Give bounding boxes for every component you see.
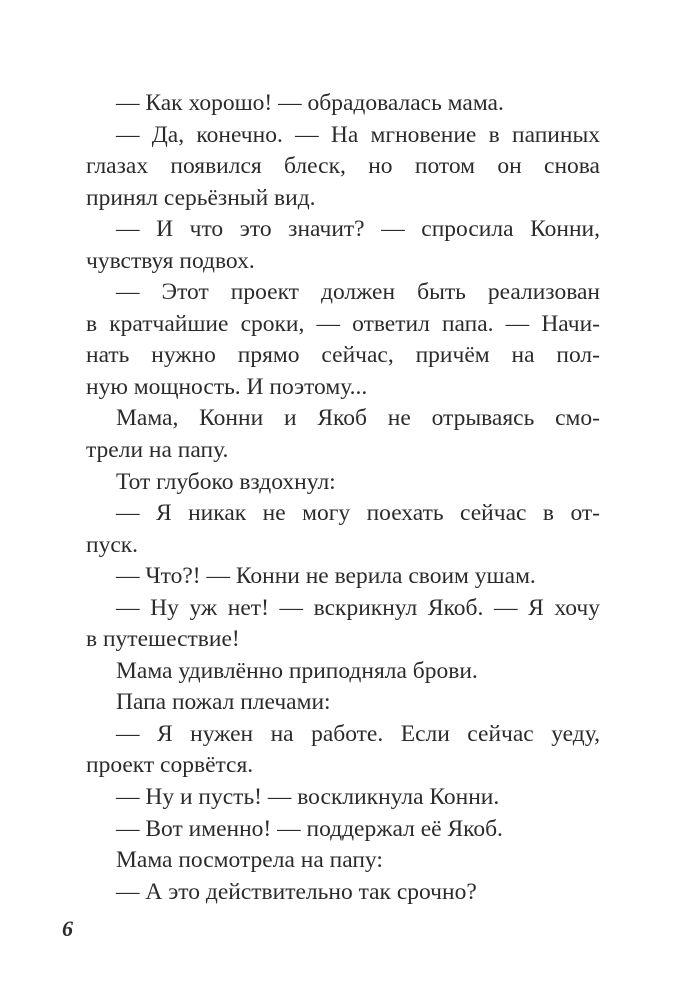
text-line: — А это действительно так срочно? bbox=[116, 878, 477, 905]
text-line: в путешествие! bbox=[86, 626, 240, 653]
page-number: 6 bbox=[62, 916, 73, 941]
text-line: Мама, Конни и Якоб не отрываясь смо- bbox=[116, 405, 600, 432]
text-line: проект сорвётся. bbox=[86, 752, 254, 779]
text-line: чувствуя подвох. bbox=[86, 247, 255, 274]
body-text bbox=[86, 88, 600, 908]
text-line: принял серьёзный вид. bbox=[86, 184, 316, 211]
text-line: Мама удивлённо приподняла брови. bbox=[116, 657, 478, 684]
text-line: Мама посмотрела на папу: bbox=[116, 847, 383, 874]
text-line: — Этот проект должен быть реализован bbox=[116, 279, 600, 306]
text-line: — Что?! — Конни не верила своим ушам. bbox=[116, 563, 536, 590]
text-line: ную мощность. И поэтому... bbox=[86, 373, 368, 400]
text-line: — Я нужен на работе. Если сейчас уеду, bbox=[116, 720, 600, 747]
text-line: Тот глубоко вздохнул: bbox=[116, 468, 336, 495]
text-line: — Вот именно! — поддержал её Якоб. bbox=[116, 815, 503, 842]
text-line: нать нужно прямо сейчас, причём на пол- bbox=[86, 342, 600, 369]
text-line: — Я никак не могу поехать сейчас в от- bbox=[116, 500, 600, 527]
text-line: — Да, конечно. — На мгновение в папиных bbox=[116, 121, 600, 148]
text-line: — Ну уж нет! — вскрикнул Якоб. — Я хочу bbox=[116, 594, 600, 621]
text-line: — Как хорошо! — обрадовалась мама. bbox=[116, 90, 504, 116]
text-line: трели на папу. bbox=[86, 437, 229, 464]
text-line: — И что это значит? — спросила Конни, bbox=[116, 216, 600, 243]
text-line: — Ну и пусть! — воскликнула Конни. bbox=[116, 784, 500, 811]
text-line: глазах появился блеск, но потом он снова bbox=[86, 153, 600, 180]
text-line: Папа пожал плечами: bbox=[116, 689, 331, 716]
text-line: в кратчайшие сроки, — ответил папа. — Начи- bbox=[86, 310, 600, 337]
text-line: пуск. bbox=[86, 531, 139, 558]
